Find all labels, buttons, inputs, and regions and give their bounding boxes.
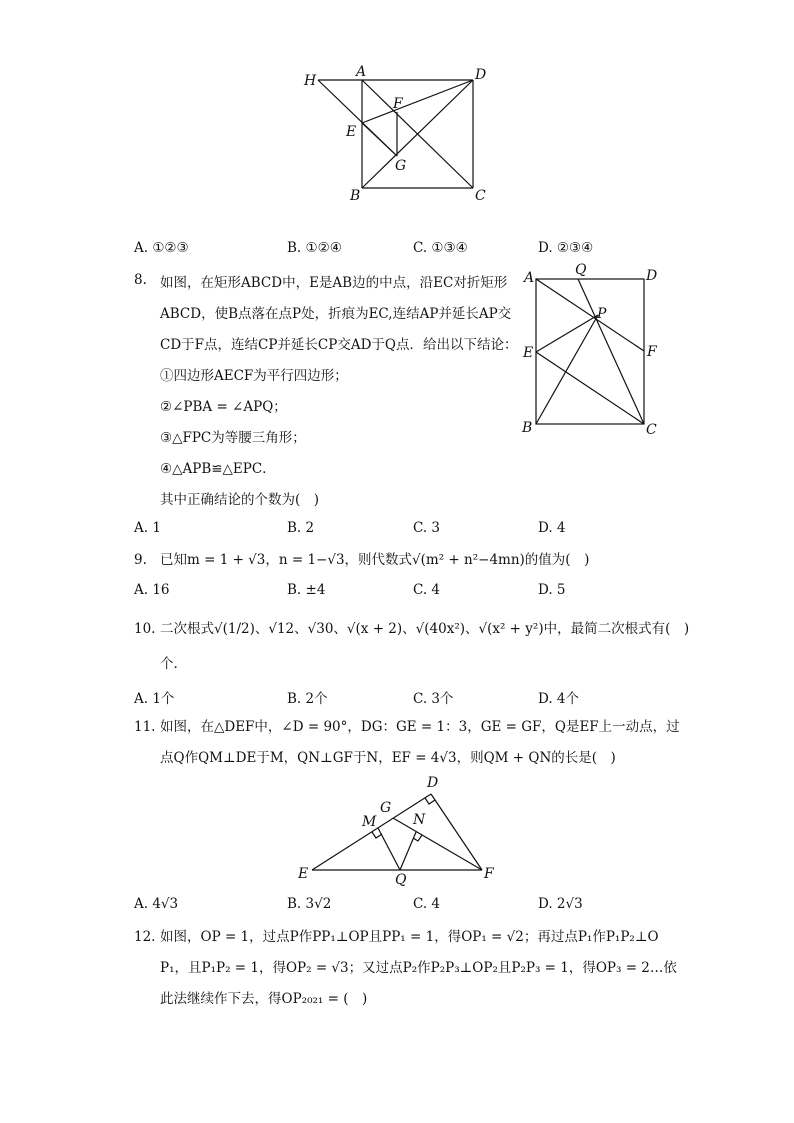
q11-line-ed [312,794,431,870]
q11-option-b[interactable]: B. 3√2 [287,896,332,912]
q8-line-1: 如图，在矩形ABCD中，E是AB边的中点，沿EC对折矩形 [160,275,508,291]
q10-option-b[interactable]: B. 2个 [287,691,328,707]
q11-line-2: 点Q作QM⊥DE于M，QN⊥GF于N，EF = 4√3，则QM + QN的长是( ) [160,750,616,766]
q11-option-c[interactable]: C. 4 [413,896,441,912]
q11-label-n: N [413,812,426,828]
q11-label-q: Q [395,872,407,886]
q10-text: 二次根式√(1/2)、√12、√30、√(x + 2)、√(40x²)、√(x² + y²)中，最简二次根式有( ) [160,621,690,637]
q10-option-c[interactable]: C. 3个 [413,691,454,707]
q10-option-a[interactable]: A. 1个 [134,691,175,707]
q8-label-q: Q [575,262,587,278]
q8-label-b: B [522,420,533,436]
q8-label-f: F [647,344,657,360]
q9-text: 已知m = 1 + √3，n = 1−√3，则代数式√(m² + n²−4mn)的值为( ) [160,552,590,568]
q8-conclusion-2: ②∠PBA = ∠APQ； [160,399,287,415]
q8-option-d[interactable]: D. 4 [538,520,566,536]
q8-line-bp [536,315,598,424]
q12-line-2: P₁，且P₁P₂ = 1，得OP₂ = √3；又过点P₂作P₂P₃⊥OP₂且P₂P₃ = 1，得OP₃ = 2…依 [160,960,677,976]
q11-figure [296,774,500,886]
q7-figure [300,62,500,207]
q7-label-h: H [304,73,317,89]
q8-question: 其中正确结论的个数为( ) [160,492,320,508]
q8-label-p: P [597,306,607,322]
q11-label-g: G [380,800,392,816]
q8-rectangle [536,279,644,424]
q8-figure [518,262,668,440]
q12-line-3: 此法继续作下去，得OP₂₀₂₁ = ( ) [160,991,368,1007]
q11-line-df [431,794,482,870]
q9-option-d[interactable]: D. 5 [538,582,566,598]
q9-option-b[interactable]: B. ±4 [287,582,326,598]
q7-label-d: D [475,67,487,83]
q8-line-ep [536,315,598,352]
q9-option-a[interactable]: A. 16 [134,582,170,598]
q11-option-d[interactable]: D. 2√3 [538,896,583,912]
q7-label-e: E [346,124,357,140]
q7-label-b: B [350,188,361,204]
q10-number: 10. [134,621,156,637]
q11-option-a[interactable]: A. 4√3 [134,896,179,912]
q8-line-af [536,279,644,351]
q7-option-a[interactable]: A. ①②③ [134,240,189,256]
q8-label-c: C [646,422,657,438]
q11-number: 11. [134,719,156,735]
q9-option-c[interactable]: C. 4 [413,582,441,598]
q8-conclusion-1: ①四边形AECF为平行四边形； [160,368,348,384]
q11-line-1: 如图，在△DEF中，∠D = 90°，DG：GE = 1：3，GE = GF，Q是EF上一动点，过 [160,719,680,735]
q7-line-ed [362,80,473,123]
q11-label-e: E [298,866,309,882]
q12-line-1: 如图，OP = 1，过点P作PP₁⊥OP且PP₁ = 1，得OP₁ = √2；再过点P₁作P₁P₂⊥O [160,929,659,945]
q11-label-m: M [362,814,377,830]
q7-label-f: F [393,96,403,112]
q11-line-gf [393,818,482,870]
q7-label-g: G [395,158,407,174]
q7-label-a: A [356,64,367,80]
q8-conclusion-3: ③△FPC为等腰三角形； [160,430,306,446]
q8-label-e: E [523,345,534,361]
q8-label-a: A [524,270,535,286]
q12-number: 12. [134,929,156,945]
q7-label-c: C [475,188,486,204]
q7-option-d[interactable]: D. ②③④ [538,240,594,256]
q8-line-2: ABCD，使B点落在点P处，折痕为EC,连结AP并延长AP交 [160,306,512,322]
q8-number: 8. [134,272,147,288]
q8-option-a[interactable]: A. 1 [134,520,161,536]
q9-number: 9. [134,552,147,568]
q10-text-continued: 个. [160,656,178,672]
q8-option-b[interactable]: B. 2 [287,520,315,536]
q11-right-angle-d [425,798,435,804]
q8-option-c[interactable]: C. 3 [413,520,441,536]
q7-line-eg [362,123,397,156]
q8-line-3: CD于F点，连结CP并延长CP交AD于Q点．给出以下结论： [160,337,518,353]
q8-conclusion-4: ④△APB≌△EPC． [160,461,276,477]
q11-label-d: D [427,775,439,791]
q7-option-c[interactable]: C. ①③④ [413,240,468,256]
q11-label-f: F [484,866,494,882]
q7-option-b[interactable]: B. ①②④ [287,240,342,256]
q10-option-d[interactable]: D. 4个 [538,691,580,707]
q8-label-d: D [646,268,658,284]
